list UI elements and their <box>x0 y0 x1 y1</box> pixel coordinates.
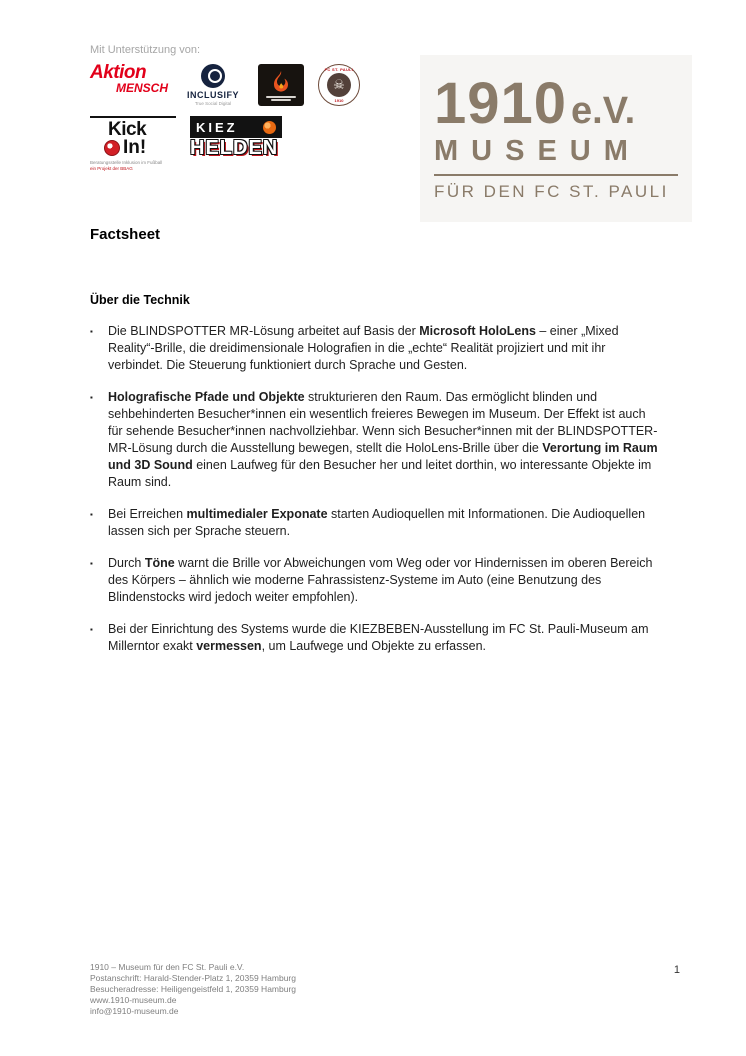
bullet-text: Holografische Pfade und Objekte strukturieren den Raum. Das ermöglicht blinden und sehbehinderten Besucher*innen ein wesentlich freieres Bewegen im Museum. Der Effekt ist auch für sehende Besucher*innen nachvollziehbar. Wenn sich Besucher*innen mit der BLINDSPOTTER-MR-Lösung durch die Ausstellung bewegen, stellt die HoloLens-Brille über die Verortung im Raum und 3D Sound einen Laufweg für den Besucher her und leitet dorthin, wo interessante Objekte im Raum sind. <box>108 390 658 489</box>
footer-line-email: info@1910-museum.de <box>90 1006 179 1016</box>
bullet-text: Die BLINDSPOTTER MR-Lösung arbeitet auf Basis der Microsoft HoloLens – einer „Mixed Reality“-Brille, die dreidimensionale Holografien in die „echte“ Realität projiziert und mit ihr verbindet. Die Steuerung funktioniert durch Sprache und Gesten. <box>108 324 619 372</box>
inclusify-wordmark: INCLUSIFY <box>186 90 239 100</box>
bullet-item <box>90 389 658 491</box>
page-footer <box>90 962 296 1017</box>
museum-logo-1910: 1910 <box>434 71 568 136</box>
bullet-item <box>90 506 658 540</box>
page-title: Factsheet <box>90 226 161 243</box>
kiez-helden-top-bar <box>190 116 282 138</box>
kick-in-subtitle-2: ein Projekt der BBAG <box>90 165 133 171</box>
kick-in-logo <box>90 116 176 171</box>
bullet-list <box>90 323 658 655</box>
bullet-item <box>90 555 658 606</box>
bullet-text: Bei der Einrichtung des Systems wurde die KIEZBEBEN-Ausstellung im FC St. Pauli-Museum am Millerntor exakt vermessen, um Laufwege und Objekte zu erfassen. <box>108 622 649 653</box>
inclusify-tagline: True Social Digital <box>194 101 232 106</box>
logo-row-1 <box>90 64 390 106</box>
flame-logo-text-bar <box>266 96 296 98</box>
orange-ball-icon <box>263 121 276 134</box>
football-icon <box>104 140 120 156</box>
flame-icon <box>271 70 291 94</box>
bullet-marker: ▪ <box>90 327 93 336</box>
bullet-marker: ▪ <box>90 393 93 402</box>
skull-icon: ☠ <box>327 73 351 97</box>
flame-logo-text-bar-2 <box>271 99 291 101</box>
sponsor-logo-block <box>90 44 390 171</box>
aktion-mensch-line2: MENSCH <box>115 81 168 95</box>
inclusify-logo <box>182 64 244 106</box>
footer-line-postal-address: Postanschrift: Harald-Stender-Platz 1, 20359 Hamburg <box>90 973 296 983</box>
bullet-text: Bei Erreichen multimedialer Exponate starten Audioquellen mit Informationen. Die Audioquellen lassen sich per Sprache steuern. <box>108 507 646 538</box>
section-heading: Über die Technik <box>90 293 190 307</box>
aktion-mensch-line1: Aktion <box>90 62 147 83</box>
museum-logo-ev: e.V. <box>571 90 636 132</box>
bullet-item <box>90 323 658 374</box>
museum-logo-top-row <box>434 71 678 136</box>
kick-in-line1: Kick <box>108 119 147 140</box>
footer-line-visitor-address: Besucheradresse: Heiligengeistfeld 1, 20359 Hamburg <box>90 984 297 994</box>
kick-in-line2-row <box>90 139 176 157</box>
kick-in-subtitle: Beratungsstelle Inklusion im Fußball <box>90 160 163 165</box>
flame-logo <box>258 64 304 106</box>
page-number: 1 <box>673 964 680 976</box>
bullet-marker: ▪ <box>90 625 93 634</box>
inclusify-person-icon <box>201 64 225 88</box>
logo-row-2 <box>90 116 390 171</box>
kiez-helden-logo <box>190 116 282 159</box>
bullet-marker: ▪ <box>90 559 93 568</box>
kick-in-line2: In! <box>123 137 147 158</box>
kiez-wordmark: KIEZ <box>196 119 238 135</box>
badge-club-name: FC ST. PAULI <box>324 67 354 72</box>
supported-by-label: Mit Unterstützung von: <box>90 44 201 56</box>
footer-line-org: 1910 – Museum für den FC St. Pauli e.V. <box>90 962 245 972</box>
bullet-text: Durch Töne warnt die Brille vor Abweichungen vom Weg oder vor Hindernissen im oberen Bereich des Körpers – ähnlich wie moderne Fahrassistenz-Systeme im Auto (eine Benutzung des Blindenstocks wird jedoch weiter empfohlen). <box>108 556 653 604</box>
aktion-mensch-logo <box>90 64 168 94</box>
bullet-marker: ▪ <box>90 510 93 519</box>
document-body <box>90 226 658 670</box>
helden-wordmark: HELDEN <box>190 137 279 159</box>
museum-1910-logo <box>420 55 692 222</box>
fc-st-pauli-badge <box>318 64 360 106</box>
museum-logo-divider <box>434 174 678 176</box>
museum-logo-subtitle: FÜR DEN FC ST. PAULI <box>434 182 669 201</box>
footer-line-website: www.1910-museum.de <box>90 995 177 1005</box>
museum-logo-wordmark: MUSEUM <box>434 135 641 167</box>
bullet-item <box>90 621 658 655</box>
badge-year: 1910 <box>334 98 344 103</box>
